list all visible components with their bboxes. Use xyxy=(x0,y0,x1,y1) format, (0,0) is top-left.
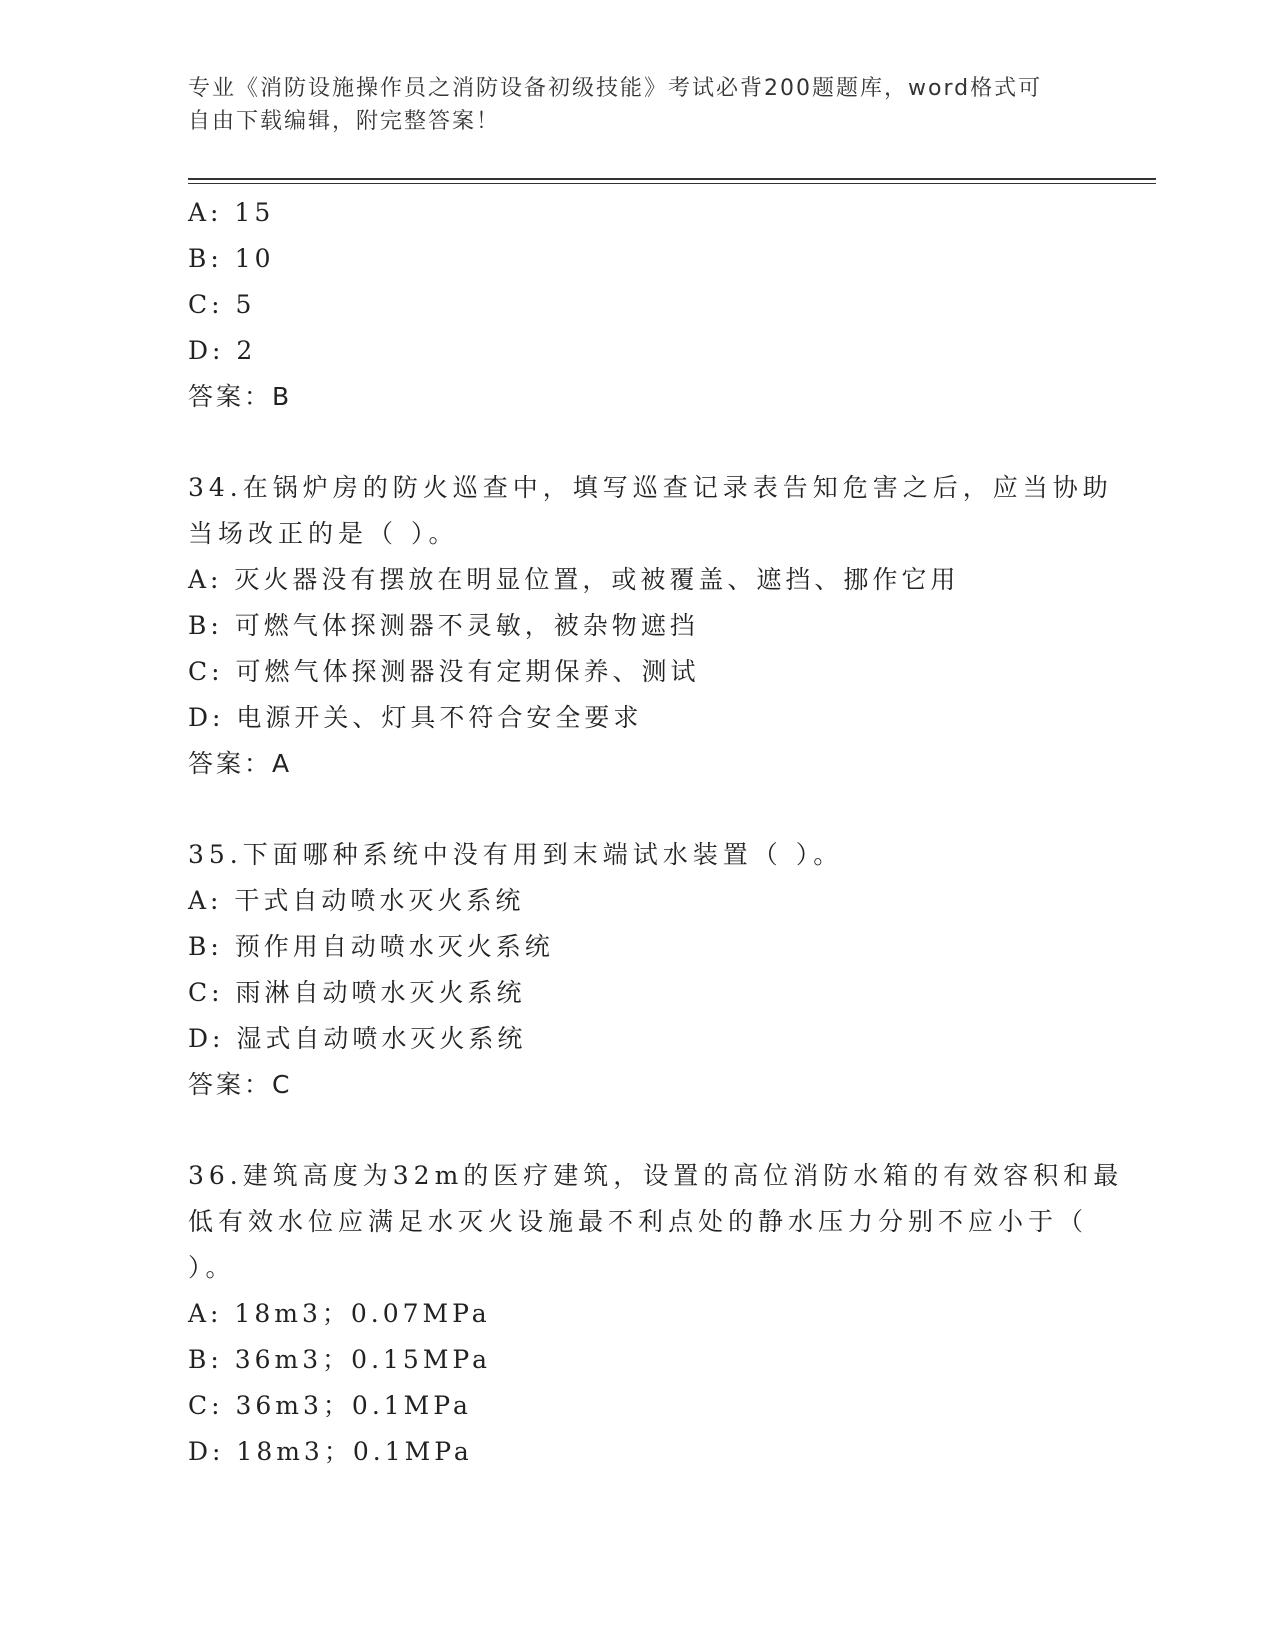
option-a: A: 18m3；0.07MPa xyxy=(188,1299,491,1328)
header-line-1: 专业《消防设施操作员之消防设备初级技能》考试必背200题题库，word格式可 xyxy=(188,76,1043,101)
question-35 xyxy=(188,832,1088,1108)
stem-line: ）。 xyxy=(188,1253,236,1282)
question-stem xyxy=(188,832,1088,878)
question-stem xyxy=(188,1153,1124,1291)
question-stem xyxy=(188,465,1113,557)
question-34 xyxy=(188,465,1113,787)
option-a: A: 灭火器没有摆放在明显位置，或被覆盖、遮挡、挪作它用 xyxy=(188,565,960,594)
option-d: D: 湿式自动喷水灭火系统 xyxy=(188,1024,527,1053)
question-33 xyxy=(188,190,1088,420)
option-a: A: 15 xyxy=(188,198,275,227)
answer-line: 答案：A xyxy=(188,749,293,778)
option-d: D: 电源开关、灯具不符合安全要求 xyxy=(188,703,643,732)
option-c: C: 5 xyxy=(188,290,256,319)
header-divider-thin xyxy=(188,183,1156,184)
option-a: A: 干式自动喷水灭火系统 xyxy=(188,886,525,915)
stem-line: 低有效水位应满足水灭火设施最不利点处的静水压力分别不应小于（ xyxy=(188,1207,1089,1236)
answer-line: 答案：B xyxy=(188,382,293,411)
option-b: B: 可燃气体探测器不灵敏，被杂物遮挡 xyxy=(188,611,699,640)
stem-line: 35.下面哪种系统中没有用到末端试水装置（ ）。 xyxy=(188,840,844,869)
question-list xyxy=(188,190,1124,1475)
option-c: C: 雨淋自动喷水灭火系统 xyxy=(188,978,526,1007)
option-b: B: 10 xyxy=(188,244,275,273)
option-d: D: 2 xyxy=(188,336,257,365)
answer-line: 答案：C xyxy=(188,1070,293,1099)
option-d: D: 18m3；0.1MPa xyxy=(188,1437,473,1466)
header-line-2: 自由下载编辑，附完整答案！ xyxy=(188,109,501,134)
header-divider xyxy=(188,178,1156,180)
stem-line: 34.在锅炉房的防火巡查中，填写巡查记录表告知危害之后，应当协助 xyxy=(188,473,1113,502)
option-c: C: 36m3；0.1MPa xyxy=(188,1391,472,1420)
option-b: B: 预作用自动喷水灭火系统 xyxy=(188,932,554,961)
option-b: B: 36m3；0.15MPa xyxy=(188,1345,492,1374)
document-header xyxy=(188,72,1088,138)
question-36 xyxy=(188,1153,1124,1475)
option-c: C: 可燃气体探测器没有定期保养、测试 xyxy=(188,657,700,686)
stem-line: 36.建筑高度为32m的医疗建筑，设置的高位消防水箱的有效容积和最 xyxy=(188,1161,1124,1190)
stem-line: 当场改正的是（ ）。 xyxy=(188,519,459,548)
